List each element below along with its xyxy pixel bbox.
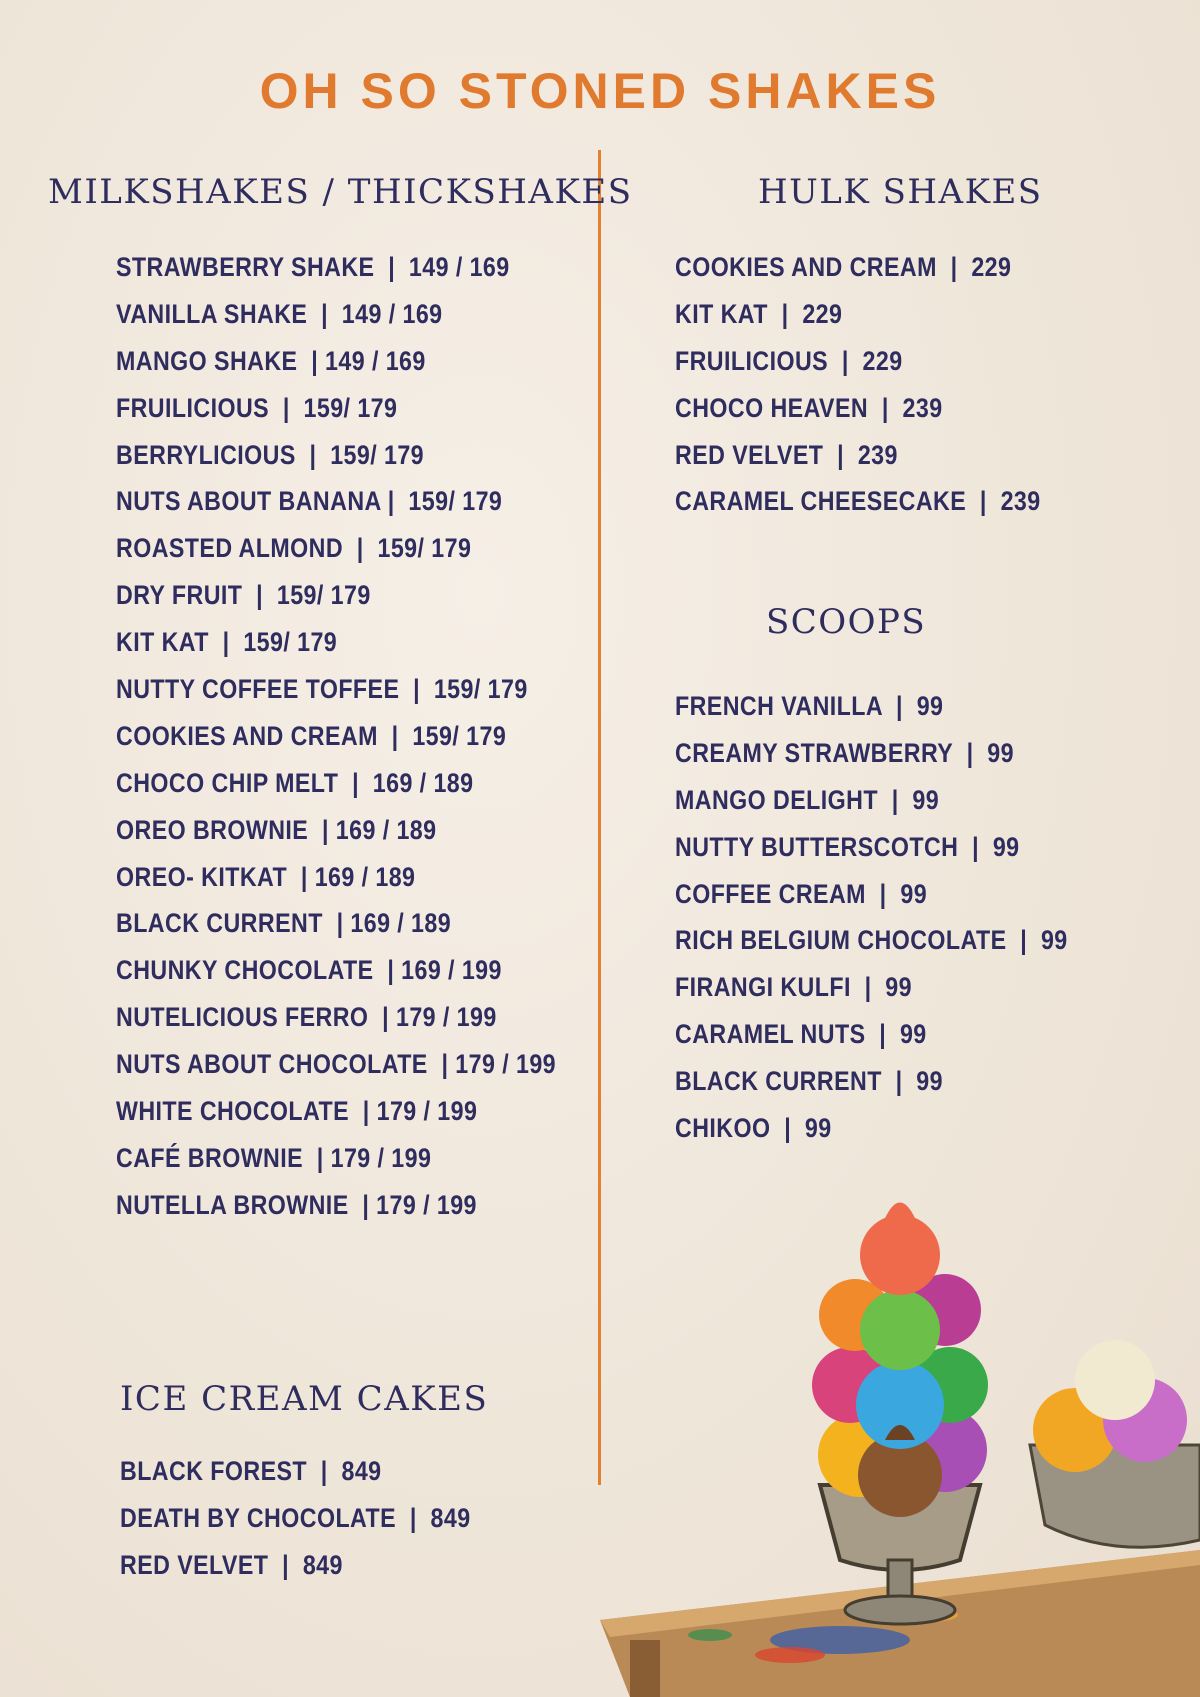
milkshake-item: COOKIES AND CREAM | 159/ 179: [116, 720, 507, 751]
hulk-shakes-list: [675, 244, 1100, 525]
ice-cream-sundae-illustration: [600, 1140, 1200, 1697]
milkshake-item: OREO- KITKAT | 169 / 189: [116, 861, 416, 892]
milkshake-item: OREO BROWNIE | 169 / 189: [116, 814, 437, 845]
milkshake-item: CAFÉ BROWNIE | 179 / 199: [116, 1142, 432, 1173]
milkshake-item: BLACK CURRENT | 169 / 189: [116, 908, 452, 939]
ice-cream-cakes-heading: ICE CREAM CAKES: [120, 1379, 489, 1419]
scoop-item: CHIKOO | 99: [675, 1113, 832, 1144]
milkshake-item: NUTS ABOUT BANANA | 159/ 179: [116, 486, 503, 517]
milkshake-item: WHITE CHOCOLATE | 179 / 199: [116, 1096, 478, 1127]
milkshake-item: NUTS ABOUT CHOCOLATE | 179 / 199: [116, 1049, 557, 1080]
milkshake-item: DRY FRUIT | 159/ 179: [116, 580, 371, 611]
ice-cream-cake-item: DEATH BY CHOCOLATE | 849: [120, 1502, 471, 1533]
hulk-shake-item: KIT KAT | 229: [675, 298, 843, 329]
milkshake-item: MANGO SHAKE | 149 / 169: [116, 345, 426, 376]
milkshake-item: CHUNKY CHOCOLATE | 169 / 199: [116, 955, 502, 986]
hulk-shake-item: RED VELVET | 239: [675, 439, 898, 470]
milkshake-item: FRUILICIOUS | 159/ 179: [116, 392, 398, 423]
scoop-item: COFFEE CREAM | 99: [675, 878, 928, 909]
scoop-item: CREAMY STRAWBERRY | 99: [675, 737, 1014, 768]
milkshake-item: BERRYLICIOUS | 159/ 179: [116, 439, 425, 470]
milkshake-item: STRAWBERRY SHAKE | 149 / 169: [116, 252, 510, 282]
milkshake-item: CHOCO CHIP MELT | 169 / 189: [116, 767, 474, 798]
scoop-item: RICH BELGIUM CHOCOLATE | 99: [675, 925, 1068, 956]
hulk-shake-item: FRUILICIOUS | 229: [675, 345, 903, 376]
milkshakes-heading: MILKSHAKES / THICKSHAKES: [48, 172, 633, 212]
milkshake-item: NUTELICIOUS FERRO | 179 / 199: [116, 1002, 497, 1033]
scoop-item: FIRANGI KULFI | 99: [675, 972, 912, 1003]
scoop-item: CARAMEL NUTS | 99: [675, 1019, 927, 1050]
hulk-shake-item: COOKIES AND CREAM | 229: [675, 252, 1012, 282]
ice-cream-cake-item: BLACK FOREST | 849: [120, 1456, 382, 1486]
hulk-shake-item: CARAMEL CHEESECAKE | 239: [675, 486, 1041, 517]
scoop-item: NUTTY BUTTERSCOTCH | 99: [675, 831, 1020, 862]
milkshake-item: KIT KAT | 159/ 179: [116, 627, 338, 658]
milkshake-item: ROASTED ALMOND | 159/ 179: [116, 533, 472, 564]
menu-title: OH SO STONED SHAKES: [259, 63, 941, 119]
scoop-item: BLACK CURRENT | 99: [675, 1066, 943, 1097]
hulk-shake-item: CHOCO HEAVEN | 239: [675, 392, 943, 423]
milkshake-item: VANILLA SHAKE | 149 / 169: [116, 298, 443, 329]
milkshakes-list: [116, 244, 628, 1229]
hulk-shakes-heading: HULK SHAKES: [758, 172, 1043, 212]
milkshake-item: NUTELLA BROWNIE | 179 / 199: [116, 1189, 477, 1220]
ice-cream-cake-item: RED VELVET | 849: [120, 1549, 343, 1580]
scoops-heading: SCOOPS: [766, 602, 927, 642]
scoop-item: MANGO DELIGHT | 99: [675, 784, 940, 815]
scoops-list: [675, 683, 1132, 1152]
milkshake-item: NUTTY COFFEE TOFFEE | 159/ 179: [116, 674, 528, 705]
ice-cream-cakes-list: [120, 1448, 528, 1589]
scoop-item: FRENCH VANILLA | 99: [675, 691, 944, 721]
